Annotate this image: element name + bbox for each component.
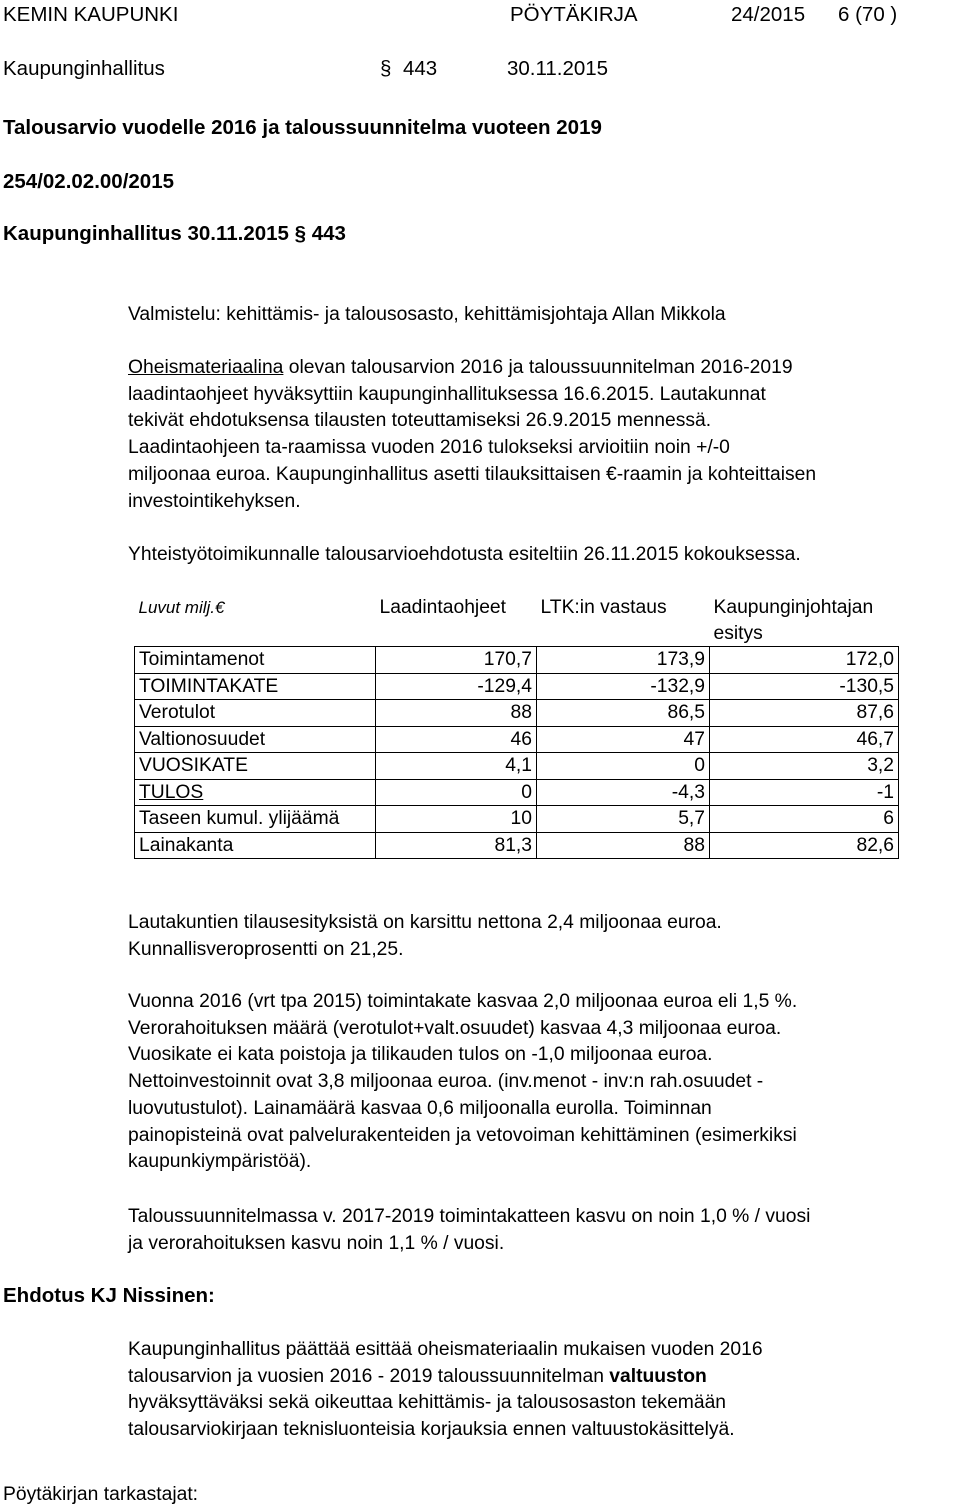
header-kj: Kaupunginjohtajan esitys [713, 597, 874, 644]
record-id: 254/02.02.00/2015 [3, 170, 174, 193]
budget-table [134, 595, 899, 859]
proposal-text [128, 1337, 763, 1444]
table-cell: 82,6 [710, 832, 899, 859]
table-cell: 0 [376, 779, 537, 806]
paragraph-line: Verorahoituksen määrä (verotulot+valt.osuudet) kasvaa 4,3 miljoonaa euroa. [128, 1017, 782, 1039]
attachment-link[interactable]: Oheismateriaalina [128, 357, 284, 378]
table-cell: -1 [710, 779, 899, 806]
table-cell: 87,6 [710, 700, 899, 727]
table-cell: 4,1 [376, 753, 537, 780]
table-cell: 46,7 [710, 726, 899, 753]
intro-line: olevan talousarvion 2016 ja taloussuunnitelman 2016-2019 [283, 357, 793, 378]
table-cell: 86,5 [537, 700, 710, 727]
table-cell [135, 779, 376, 806]
table-cell: 170,7 [376, 647, 537, 674]
meeting-section-mark: § [380, 57, 392, 80]
table-cell: 3,2 [710, 753, 899, 780]
intro-line: miljoonaa euroa. Kaupunginhallitus asetti tilauksittaisen €-raamin ja kohteittaisen [128, 463, 817, 485]
table-cell: 0 [537, 753, 710, 780]
doc-type: PÖYTÄKIRJA [510, 3, 638, 26]
table-cell: VUOSIKATE [135, 753, 376, 780]
paragraph-line: Vuonna 2016 (vrt tpa 2015) toimintakate kasvaa 2,0 miljoonaa euroa eli 1,5 %. [128, 991, 798, 1012]
intro-line: Laadintaohjeen ta-raamissa vuoden 2016 tulokseksi arvioitiin noin +/-0 [128, 437, 730, 459]
table-row [135, 647, 899, 674]
table-header-cell: LTK:in vastaus [537, 595, 710, 647]
proposal-line: talousarviokirjaan teknisluonteisia korjauksia ennen valtuustokäsittelyä. [128, 1419, 735, 1441]
proposal-label: Ehdotus KJ Nissinen: [3, 1284, 215, 1307]
page-number: 6 (70 ) [838, 3, 898, 26]
table-cell: -4,3 [537, 779, 710, 806]
paragraph-line: Taloussuunnitelmassa v. 2017-2019 toimintakatteen kasvu on noin 1,0 % / vuosi [128, 1206, 811, 1227]
paragraph-line: ja verorahoituksen kasvu noin 1,1 % / vuosi. [128, 1232, 505, 1254]
table-cell: 5,7 [537, 806, 710, 833]
table-cell: Lainakanta [135, 832, 376, 859]
proposal-line: hyväksyttäväksi sekä oikeuttaa kehittämis- ja talousosaston tekemään [128, 1392, 727, 1414]
table-cell: Valtionosuudet [135, 726, 376, 753]
table-row [135, 832, 899, 859]
paragraph-line: Lautakuntien tilausesityksistä on karsittu nettona 2,4 miljoonaa euroa. [128, 912, 722, 933]
table-cell: -130,5 [710, 673, 899, 700]
paragraph-line: kaupunkiympäristöä). [128, 1151, 312, 1173]
proposal-bold-word: valtuuston [609, 1365, 707, 1387]
org-name: KEMIN KAUPUNKI [3, 3, 179, 26]
paragraph-line: Nettoinvestoinnit ovat 3,8 miljoonaa euroa. (inv.menot - inv:n rah.osuudet - [128, 1071, 764, 1093]
intro-line: investointikehyksen. [128, 490, 301, 512]
intro-line: tekivät ehdotuksensa tilausten toteuttamiseksi 26.9.2015 mennessä. [128, 410, 712, 432]
proposal-line: Kaupunginhallitus päättää esittää oheismateriaalin mukaisen vuoden 2016 [128, 1339, 763, 1360]
table-header-cell: Laadintaohjeet [376, 595, 537, 647]
table-row [135, 700, 899, 727]
table-cell: TOIMINTAKATE [135, 673, 376, 700]
meeting-body: Kaupunginhallitus [3, 57, 165, 80]
paragraph-2016 [128, 989, 797, 1176]
tulos-label: TULOS [139, 781, 204, 803]
table-cell: Toimintamenot [135, 647, 376, 674]
proposal-text-part: talousarvion ja vuosien 2016 - 2019 taloussuunnitelman [128, 1365, 610, 1387]
session-line: Kaupunginhallitus 30.11.2015 § 443 [3, 222, 346, 245]
table-header-cell: Luvut milj.€ [135, 595, 376, 647]
table-cell: Taseen kumul. ylijäämä [135, 806, 376, 833]
table-row [135, 673, 899, 700]
table-row [135, 753, 899, 780]
table-cell: 46 [376, 726, 537, 753]
yt-note: Yhteistyötoimikunnalle talousarvioehdotusta esiteltiin 26.11.2015 kokouksessa. [128, 544, 801, 565]
table-cell: 6 [710, 806, 899, 833]
doc-number: 24/2015 [731, 3, 806, 26]
paragraph-line: painopisteinä ovat palvelurakenteiden ja vetovoiman kehittäminen (esimerkiksi [128, 1124, 797, 1146]
table-cell: -129,4 [376, 673, 537, 700]
meeting-date: 30.11.2015 [507, 57, 609, 80]
intro-line: laadintaohjeet hyväksyttiin kaupunginhallituksessa 16.6.2015. Lautakunnat [128, 383, 766, 405]
item-title: Talousarvio vuodelle 2016 ja taloussuunnitelma vuoteen 2019 [3, 116, 602, 139]
table-row [135, 726, 899, 753]
paragraph-plan [128, 1204, 810, 1257]
prep-line: Valmistelu: kehittämis- ja talousosasto, kehittämisjohtaja Allan Mikkola [128, 304, 726, 325]
paragraph-cuts [128, 910, 722, 963]
paragraph-line: Vuosikate ei kata poistoja ja tilikauden tulos on -1,0 miljoonaa euroa. [128, 1044, 713, 1066]
table-header-row [135, 595, 899, 647]
table-header-cell [710, 595, 899, 647]
table-cell: 81,3 [376, 832, 537, 859]
table-row [135, 779, 899, 806]
paragraph-line: luovutustulot). Lainamäärä kasvaa 0,6 miljoonalla eurolla. Toiminnan [128, 1097, 712, 1119]
table-cell: 172,0 [710, 647, 899, 674]
table-cell: 10 [376, 806, 537, 833]
table-cell: 173,9 [537, 647, 710, 674]
table-cell: -132,9 [537, 673, 710, 700]
paragraph-line: Kunnallisveroprosentti on 21,25. [128, 938, 404, 960]
table-cell: Verotulot [135, 700, 376, 727]
table-cell: 88 [376, 700, 537, 727]
footer-reviewers: Pöytäkirjan tarkastajat: [3, 1484, 199, 1505]
table-cell: 88 [537, 832, 710, 859]
table-cell: 47 [537, 726, 710, 753]
meeting-section: 443 [403, 57, 438, 80]
intro-paragraph [128, 355, 816, 515]
table-row [135, 806, 899, 833]
proposal-line [128, 1364, 763, 1391]
